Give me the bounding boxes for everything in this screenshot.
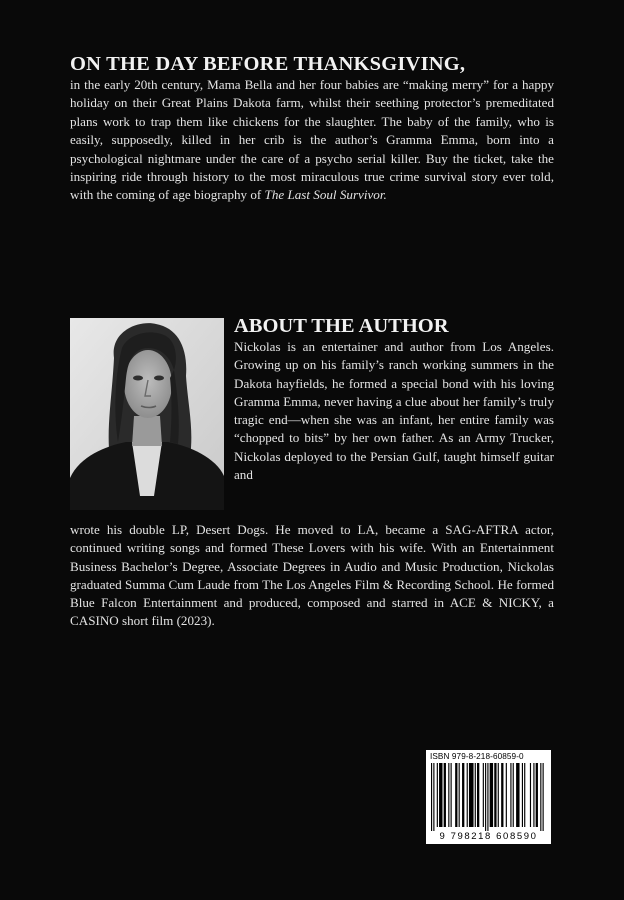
author-photo bbox=[70, 318, 224, 510]
author-bio-beside-photo: Nickolas is an entertainer and author from Los Angeles. Growing up on his family’s ranch working summers in the Dakota hayfields, he formed a special bond with his loving Gramma Emma, never having a clue about her family’s truly tragic end—when she was an infant, her entire family was “chopped to bits” by her own father. As an Army Trucker, Nickolas deployed to the Persian Gulf, taught himself guitar and bbox=[234, 339, 554, 483]
barcode-bars bbox=[430, 763, 547, 831]
author-portrait-image bbox=[70, 318, 224, 510]
book-title: The Last Soul Survivor. bbox=[264, 187, 387, 203]
isbn-label: ISBN 979-8-218-60859-0 bbox=[430, 752, 524, 761]
blurb-paragraph bbox=[70, 76, 554, 205]
barcode-digits: 9 798218 608590 bbox=[439, 831, 538, 842]
isbn-barcode bbox=[426, 750, 551, 844]
blurb-text: in the early 20th century, Mama Bella and her four babies are “making merry” for a happy holiday on their Great Plains Dakota farm, whilst their seething protector’s premeditated plans work to trap them like chickens for the slaughter. The baby of the family, who is easily, supposedly, killed in her crib is the author’s Gramma Emma, born into a psychological nightmare under the care of a psycho serial killer. Buy the ticket, take the inspiring ride through history to the most miraculous true crime survival story ever told, with the coming of age biography of bbox=[70, 77, 554, 203]
headline: ON THE DAY BEFORE THANKSGIVING, bbox=[70, 53, 466, 75]
author-bio-full-width: wrote his double LP, Desert Dogs. He moved to LA, became a SAG-AFTRA actor, continued writing songs and formed These Lovers with his wife. With an Entertainment Business Bachelor’s Degree, Associate Degrees in Audio and Music Production, Nickolas graduated Summa Cum Laude from The Los Angeles Film & Recording School. He formed Blue Falcon Entertainment and produced, composed and starred in ACE & NICKY, a CASINO short film (2023). bbox=[70, 522, 554, 629]
about-author-heading: ABOUT THE AUTHOR bbox=[234, 315, 449, 337]
